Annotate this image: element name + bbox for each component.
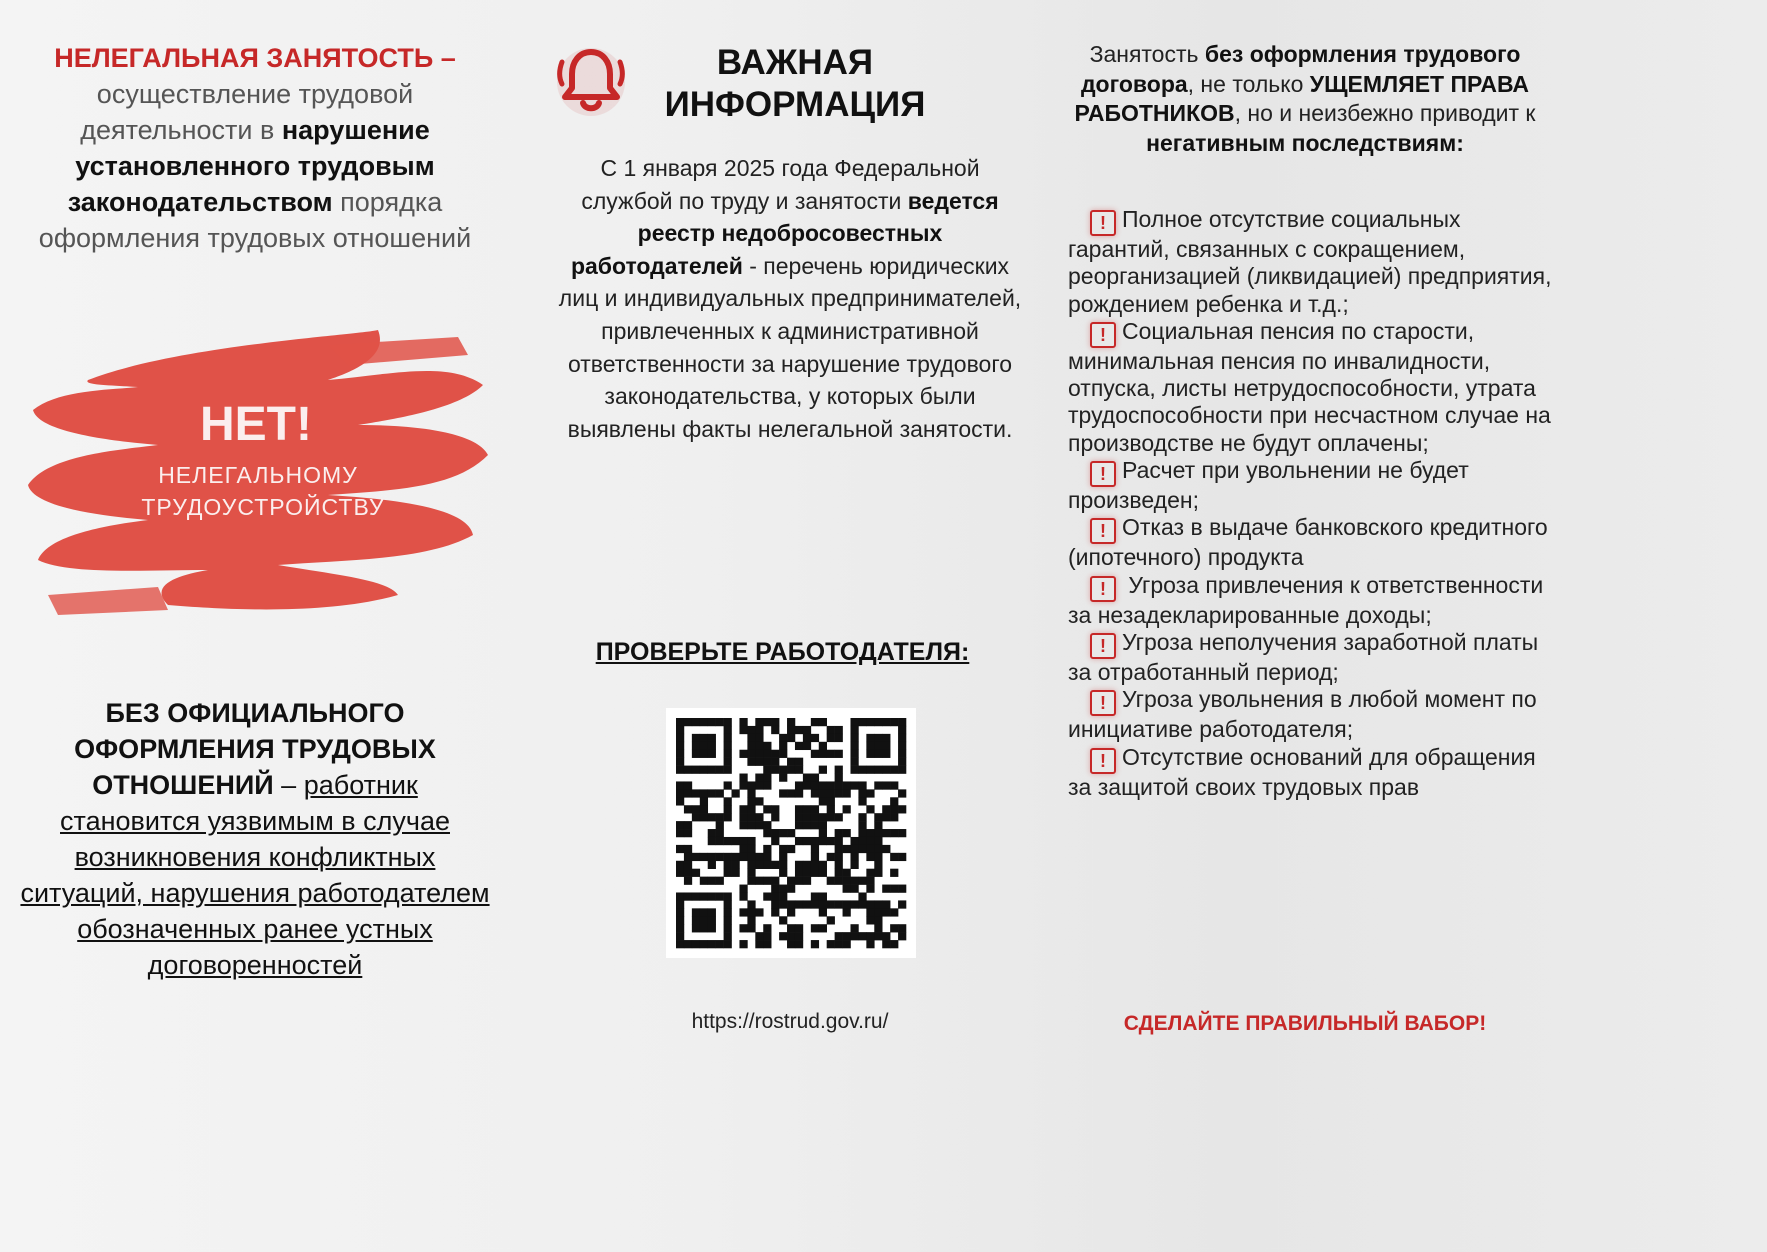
important-info-heading — [635, 42, 955, 126]
right-column — [1060, 0, 1560, 1110]
warning-icon: ! — [1090, 690, 1116, 716]
list-item — [1068, 572, 1558, 629]
heading-line-1: ВАЖНАЯ — [716, 43, 874, 82]
info-text-2: - перечень юридических лиц и индивидуальных предпринимателей, привлеченных к административной ответственности за нарушение трудового законодательства, у которых были выявлены факты нелегальной занятости. — [558, 252, 1022, 442]
info-text-1: С 1 января 2025 года Федеральной службой по труду и занятости — [581, 155, 980, 214]
definition-bold: нарушение установленного трудовым законодательством — [67, 115, 435, 217]
list-item-text: Угроза неполучения заработной платы за отработанный период; — [1068, 628, 1539, 685]
warning-icon: ! — [1090, 576, 1116, 602]
consequences-list — [1068, 206, 1558, 801]
list-item — [1068, 514, 1558, 571]
list-item — [1068, 318, 1558, 457]
note-underlined: работник становится уязвимым в случае возникновения конфликтных ситуаций, нарушения работодателем обозначенных ранее устных договоренностей — [20, 770, 490, 980]
lead-text-2: , не только — [1187, 70, 1304, 97]
list-item — [1068, 206, 1558, 318]
list-item-text: Угроза увольнения в любой момент по инициативе работодателя; — [1068, 686, 1537, 743]
definition-term: НЕЛЕГАЛЬНАЯ ЗАНЯТОСТЬ – — [54, 43, 456, 73]
list-item-text: Угроза привлечения к ответственности за незадекларированные доходы; — [1068, 571, 1544, 628]
list-item — [1068, 457, 1558, 514]
lead-text-1: Занятость — [1089, 41, 1199, 67]
note-bold: БЕЗ ОФИЦИАЛЬНОГО ОФОРМЛЕНИЯ ТРУДОВЫХ ОТНОШЕНИЙ — [74, 698, 436, 800]
list-item-text: Отсутствие оснований для обращения за защитой своих трудовых прав — [1068, 743, 1536, 800]
list-item-text: Социальная пенсия по старости, минимальная пенсия по инвалидности, отпуска, листы нетрудоспособности, утрата трудоспособности при несчастном случае на производстве не будут оплачены; — [1068, 317, 1551, 456]
qr-code[interactable] — [666, 708, 916, 958]
definition-text-2: порядка оформления трудовых отношений — [38, 187, 472, 253]
left-column — [20, 0, 490, 1110]
heading-line-2: ИНФОРМАЦИЯ — [664, 85, 926, 124]
list-item-text: Полное отсутствие социальных гарантий, связанных с сокращением, реорганизацией (ликвидацией) предприятия, рождением ребенка и т.д.; — [1068, 206, 1552, 317]
warning-icon: ! — [1090, 210, 1116, 236]
lead-bold-1: без оформления трудового договора — [1080, 41, 1521, 97]
list-item-text: Отказ в выдаче банковского кредитного (ипотечного) продукта — [1068, 514, 1548, 571]
registry-info-text — [555, 152, 1025, 445]
rostrud-link[interactable]: https://rostrud.gov.ru/ — [691, 1010, 889, 1033]
no-illegal-employment-banner — [28, 325, 488, 615]
definition-text-1: осуществление трудовой деятельности в — [80, 79, 414, 145]
lead-bold-2: УЩЕМЛЯЕТ ПРАВА РАБОТНИКОВ — [1074, 70, 1530, 126]
warning-icon: ! — [1090, 518, 1116, 544]
list-item-text: Расчет при увольнении не будет произведен; — [1068, 457, 1469, 514]
list-item — [1068, 686, 1558, 743]
banner-main-text: НЕТ! — [200, 398, 312, 451]
check-employer-label: ПРОВЕРЬТЕ РАБОТОДАТЕЛЯ: — [595, 638, 970, 666]
consequences-lead — [1060, 40, 1550, 158]
warning-icon: ! — [1090, 461, 1116, 487]
warning-icon: ! — [1090, 633, 1116, 659]
lead-bold-3: негативным последствиям: — [1146, 129, 1464, 156]
illegal-employment-definition — [20, 40, 490, 256]
no-official-registration-note — [20, 695, 490, 983]
banner-line-1: НЕЛЕГАЛЬНОМУ — [158, 462, 358, 488]
warning-icon: ! — [1090, 748, 1116, 774]
note-dash: – — [281, 770, 297, 800]
warning-icon: ! — [1090, 322, 1116, 348]
call-to-action: СДЕЛАЙТЕ ПРАВИЛЬНЫЙ ВАБОР! — [1123, 1012, 1487, 1035]
middle-column — [545, 0, 1035, 1110]
lead-text-3: , но и неизбежно приводит к — [1234, 100, 1536, 126]
banner-line-2: ТРУДОУСТРОЙСТВУ — [141, 494, 385, 520]
list-item — [1068, 629, 1558, 686]
info-bold: ведется реестр недобросовестных работодателей — [570, 187, 999, 279]
bell-alert-icon — [550, 40, 632, 122]
list-item — [1068, 744, 1558, 801]
